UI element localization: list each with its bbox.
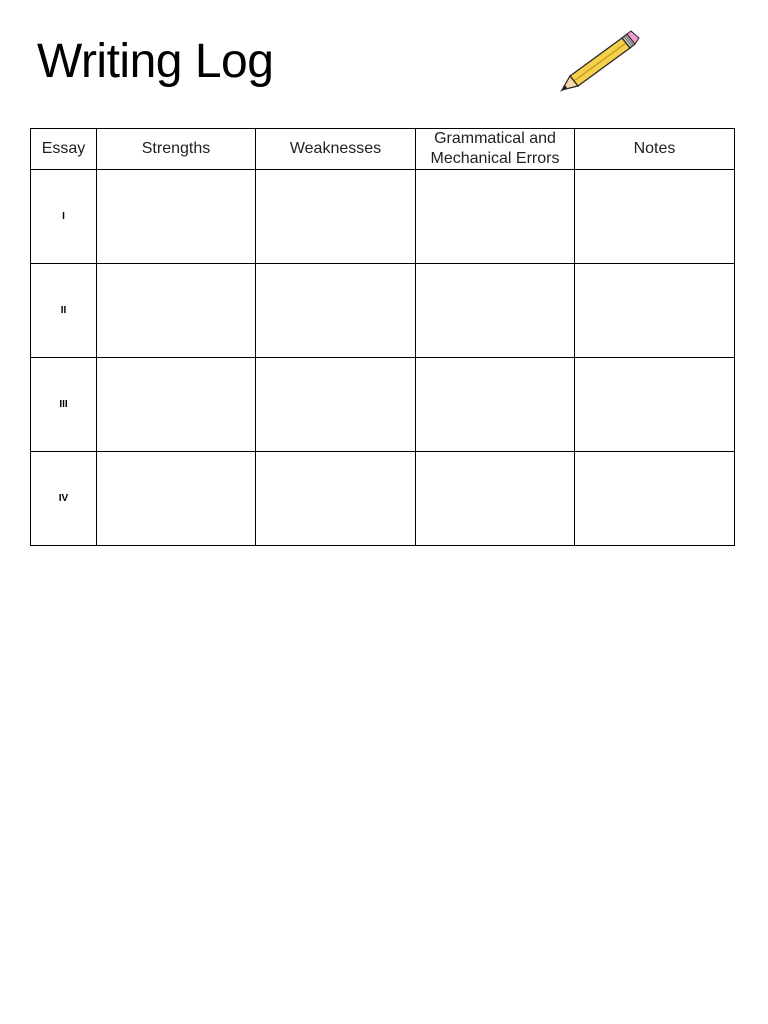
grammatical-errors-cell[interactable] xyxy=(416,358,575,452)
weaknesses-cell[interactable] xyxy=(256,452,416,546)
notes-cell[interactable] xyxy=(575,170,735,264)
essay-number: III xyxy=(31,358,97,452)
page-title: Writing Log xyxy=(37,35,274,88)
table-row xyxy=(31,358,735,452)
notes-cell[interactable] xyxy=(575,452,735,546)
header-essay: Essay xyxy=(31,129,97,170)
header-strengths: Strengths xyxy=(97,129,256,170)
grammatical-errors-cell[interactable] xyxy=(416,170,575,264)
header-grammatical-errors: Grammatical and Mechanical Errors xyxy=(416,129,575,170)
table-header-row xyxy=(31,129,735,170)
grammatical-errors-cell[interactable] xyxy=(416,452,575,546)
strengths-cell[interactable] xyxy=(97,170,256,264)
weaknesses-cell[interactable] xyxy=(256,358,416,452)
essay-number: I xyxy=(31,170,97,264)
notes-cell[interactable] xyxy=(575,358,735,452)
grammatical-errors-cell[interactable] xyxy=(416,264,575,358)
essay-number: II xyxy=(31,264,97,358)
strengths-cell[interactable] xyxy=(97,452,256,546)
pencil-icon xyxy=(556,28,640,94)
table-row xyxy=(31,264,735,358)
notes-cell[interactable] xyxy=(575,264,735,358)
essay-number: IV xyxy=(31,452,97,546)
weaknesses-cell[interactable] xyxy=(256,170,416,264)
table-row xyxy=(31,452,735,546)
weaknesses-cell[interactable] xyxy=(256,264,416,358)
table-row xyxy=(31,170,735,264)
writing-log-table xyxy=(30,128,735,546)
header-weaknesses: Weaknesses xyxy=(256,129,416,170)
strengths-cell[interactable] xyxy=(97,264,256,358)
strengths-cell[interactable] xyxy=(97,358,256,452)
header-notes: Notes xyxy=(575,129,735,170)
